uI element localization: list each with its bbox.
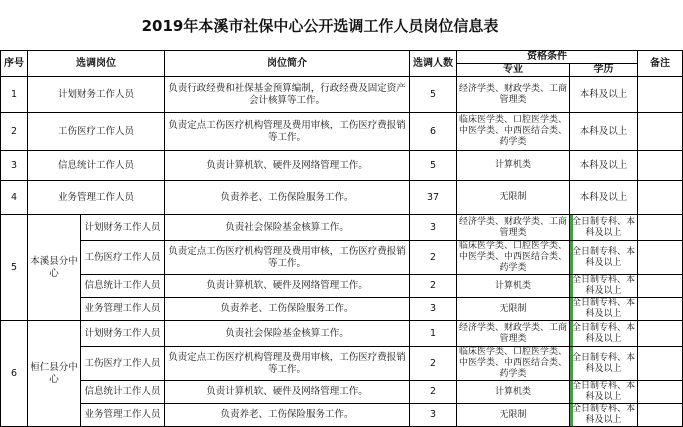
count-cell: 1 [410, 321, 457, 347]
desc-cell: 负责计算机软、硬件及网络管理工作。 [165, 151, 410, 181]
header-count: 选调人数 [410, 51, 457, 77]
major-cell: 无限制 [457, 298, 570, 321]
major-cell: 计算机类 [457, 151, 570, 181]
edu-cell: 全日制专科、本科及以上 [570, 347, 638, 381]
major-cell: 计算机类 [457, 381, 570, 404]
unit-cell: 本溪县分中心 [28, 215, 81, 321]
note-cell [638, 381, 683, 404]
table-row [1, 298, 683, 321]
table-row [1, 215, 683, 241]
desc-cell: 负责社会保险基金核算工作。 [165, 321, 410, 347]
post-cell: 计划财务工作人员 [81, 215, 165, 241]
count-cell: 2 [410, 347, 457, 381]
page-title: 2019年本溪市社保中心公开选调工作人员岗位信息表 [141, 16, 499, 35]
seq-cell: 5 [1, 215, 28, 321]
note-cell [638, 215, 683, 241]
seq-cell: 3 [1, 151, 28, 181]
header-post: 选调岗位 [28, 51, 165, 77]
count-cell: 3 [410, 404, 457, 427]
note-cell [638, 298, 683, 321]
desc-cell: 负责定点工伤医疗机构管理及费用审核，工伤医疗费报销等工作。 [165, 113, 410, 151]
header-major: 专业 [457, 64, 570, 77]
header-qual: 资格条件 [457, 51, 638, 64]
table-row [1, 404, 683, 427]
post-cell: 计划财务工作人员 [28, 77, 165, 113]
desc-cell: 负责定点工伤医疗机构管理及费用审核，工伤医疗费报销等工作。 [165, 347, 410, 381]
post-cell: 工伤医疗工作人员 [81, 347, 165, 381]
desc-cell: 负责计算机软、硬件及网络管理工作。 [165, 275, 410, 298]
major-cell: 经济学类、财政学类、工商管理类 [457, 77, 570, 113]
note-cell [638, 181, 683, 215]
major-cell: 经济学类、财政学类、工商管理类 [457, 321, 570, 347]
post-cell: 计划财务工作人员 [81, 321, 165, 347]
note-cell [638, 347, 683, 381]
major-cell: 临床医学类、口腔医学类、中医学类、中西医结合类、药学类 [457, 241, 570, 275]
edu-cell: 全日制专科、本科及以上 [570, 381, 638, 404]
table-row [1, 321, 683, 347]
post-cell: 信息统计工作人员 [28, 151, 165, 181]
edu-cell: 全日制专科、本科及以上 [570, 275, 638, 298]
major-cell: 临床医学类、口腔医学类、中医学类、中西医结合类、药学类 [457, 347, 570, 381]
seq-cell: 1 [1, 77, 28, 113]
post-cell: 信息统计工作人员 [81, 275, 165, 298]
note-cell [638, 404, 683, 427]
note-cell [638, 77, 683, 113]
desc-cell: 负责养老、工伤保险服务工作。 [165, 298, 410, 321]
table-row [1, 151, 683, 181]
note-cell [638, 275, 683, 298]
note-cell [638, 321, 683, 347]
count-cell: 3 [410, 298, 457, 321]
seq-cell: 4 [1, 181, 28, 215]
table-row [1, 113, 683, 151]
header-note: 备注 [638, 51, 683, 77]
seq-cell: 2 [1, 113, 28, 151]
note-cell [638, 241, 683, 275]
seq-cell: 6 [1, 321, 28, 427]
major-cell: 计算机类 [457, 275, 570, 298]
major-cell: 无限制 [457, 404, 570, 427]
table-row [1, 347, 683, 381]
post-cell: 工伤医疗工作人员 [81, 241, 165, 275]
major-cell: 经济学类、财政学类、工商管理类 [457, 215, 570, 241]
count-cell: 3 [410, 215, 457, 241]
count-cell: 5 [410, 77, 457, 113]
count-cell: 37 [410, 181, 457, 215]
post-cell: 业务管理工作人员 [28, 181, 165, 215]
post-cell: 业务管理工作人员 [81, 298, 165, 321]
edu-cell: 本科及以上 [570, 181, 638, 215]
edu-cell: 本科及以上 [570, 113, 638, 151]
desc-cell: 负责养老、工伤保险服务工作。 [165, 404, 410, 427]
positions-table [0, 50, 683, 427]
table-row [1, 241, 683, 275]
edu-cell: 全日制专科、本科及以上 [570, 404, 638, 427]
header-desc: 岗位简介 [165, 51, 410, 77]
desc-cell: 负责行政经费和社保基金预算编制，行政经费及固定资产会计核算等工作。 [165, 77, 410, 113]
edu-cell: 全日制专科、本科及以上 [570, 241, 638, 275]
post-cell: 工伤医疗工作人员 [28, 113, 165, 151]
table-body [1, 51, 683, 427]
table-row [1, 181, 683, 215]
header-edu: 学历 [570, 64, 638, 77]
edu-cell: 全日制专科、本科及以上 [570, 215, 638, 241]
unit-cell: 桓仁县分中心 [28, 321, 81, 427]
count-cell: 2 [410, 381, 457, 404]
edu-cell: 本科及以上 [570, 77, 638, 113]
table-row [1, 275, 683, 298]
major-cell: 无限制 [457, 181, 570, 215]
note-cell [638, 113, 683, 151]
edu-cell: 全日制专科、本科及以上 [570, 298, 638, 321]
table-row [1, 381, 683, 404]
post-cell: 信息统计工作人员 [81, 381, 165, 404]
major-cell: 临床医学类、口腔医学类、中医学类、中西医结合类、药学类 [457, 113, 570, 151]
desc-cell: 负责社会保险基金核算工作。 [165, 215, 410, 241]
table-row [1, 77, 683, 113]
edu-cell: 本科及以上 [570, 151, 638, 181]
post-cell: 业务管理工作人员 [81, 404, 165, 427]
count-cell: 2 [410, 241, 457, 275]
edu-cell: 全日制专科、本科及以上 [570, 321, 638, 347]
count-cell: 5 [410, 151, 457, 181]
header-seq: 序号 [1, 51, 28, 77]
desc-cell: 负责定点工伤医疗机构管理及费用审核，工伤医疗费报销等工作。 [165, 241, 410, 275]
note-cell [638, 151, 683, 181]
desc-cell: 负责计算机软、硬件及网络管理工作。 [165, 381, 410, 404]
count-cell: 2 [410, 275, 457, 298]
count-cell: 6 [410, 113, 457, 151]
desc-cell: 负责养老、工伤保险服务工作。 [165, 181, 410, 215]
